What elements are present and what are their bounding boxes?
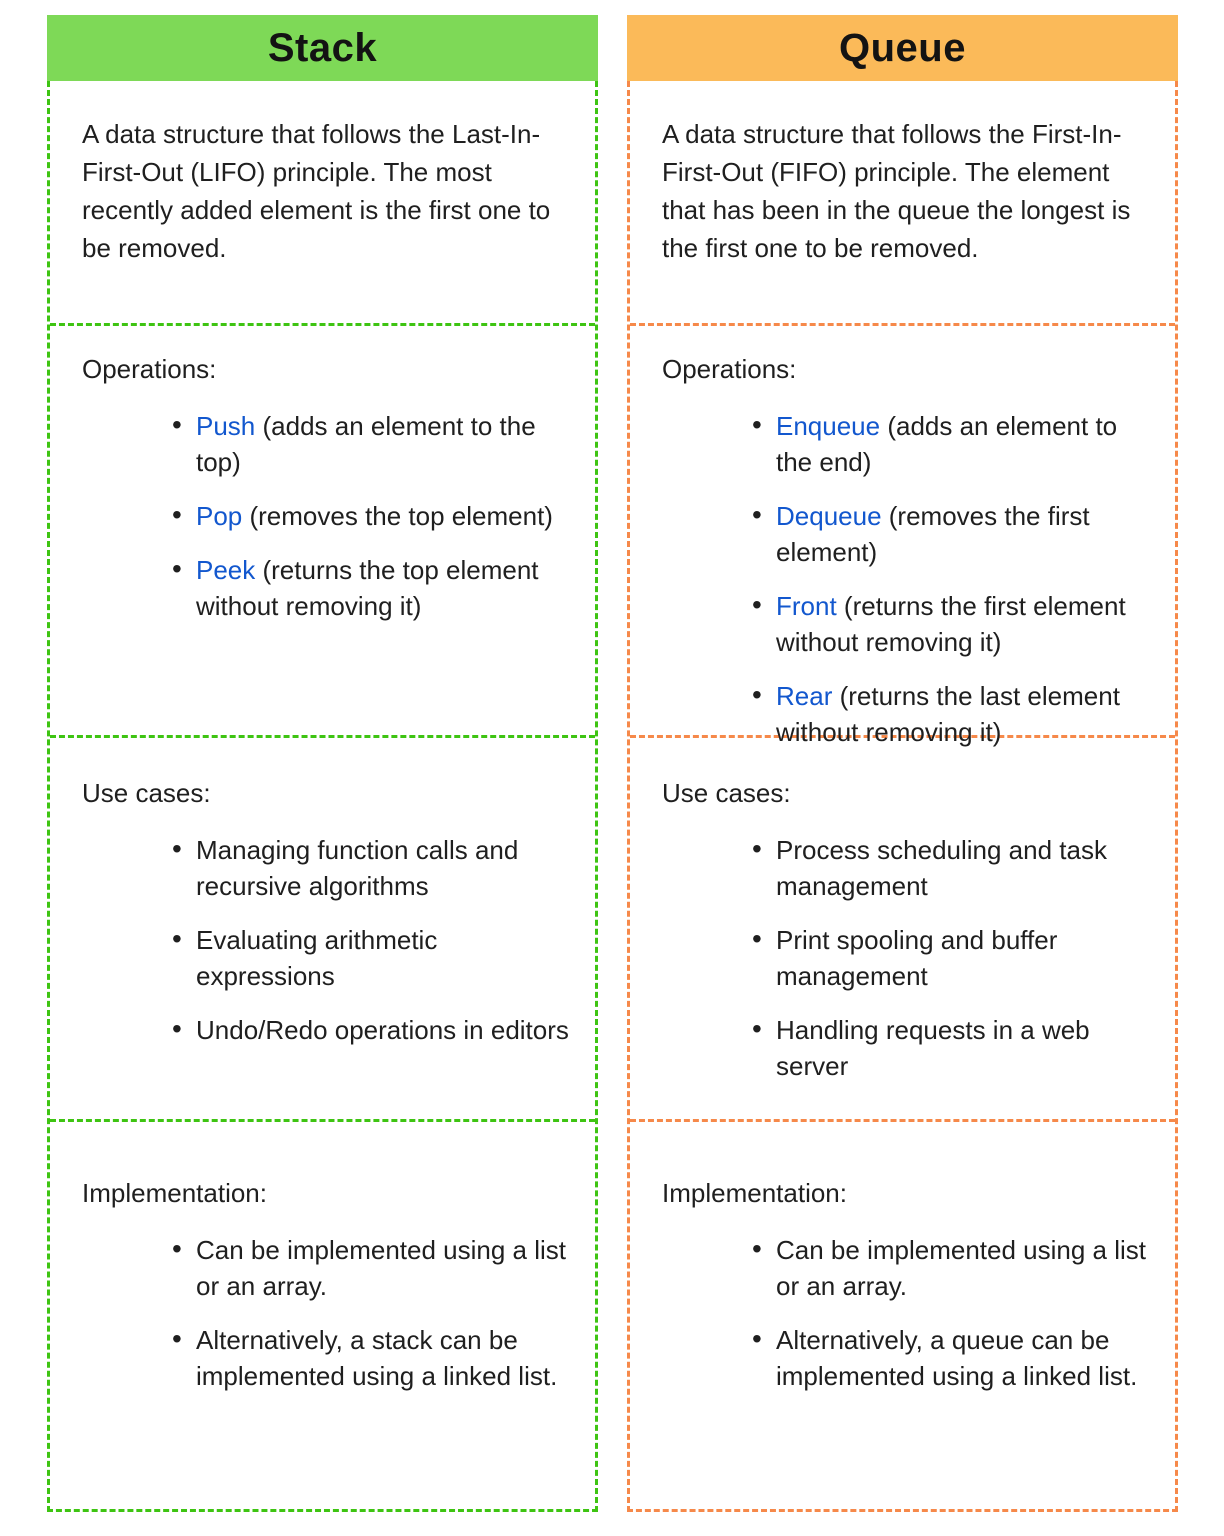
stack-header: [47, 15, 598, 81]
queue-operations-list: [662, 408, 1155, 750]
bullet-item: • Print spooling and buffer management: [750, 922, 1153, 994]
bullet-item: • Managing function calls and recursive algorithms: [170, 832, 573, 904]
stack-implementation-label: Implementation:: [82, 1178, 267, 1208]
bullet-item: • Dequeue (removes the first element): [750, 498, 1153, 570]
queue-title: Queue: [839, 25, 966, 70]
operation-keyword: Pop: [196, 501, 243, 531]
operation-keyword: Push: [196, 411, 256, 441]
stack-implementation-section: [50, 1119, 595, 1509]
stack-description: A data structure that follows the Last-In-First-Out (LIFO) principle. The most recently added element is the first one to be removed.: [82, 119, 551, 263]
stack-operations-label: Operations:: [82, 354, 217, 384]
operation-keyword: Rear: [776, 681, 833, 711]
stack-implementation-list: [82, 1232, 575, 1394]
queue-column: [627, 15, 1178, 1512]
queue-operations-label: Operations:: [662, 354, 797, 384]
bullet-item: • Rear (returns the last element without removing it): [750, 678, 1153, 750]
bullet-item: • Evaluating arithmetic expressions: [170, 922, 573, 994]
operation-keyword: Front: [776, 591, 837, 621]
queue-header: [627, 15, 1178, 81]
bullet-item: • Alternatively, a stack can be implemented using a linked list.: [170, 1322, 573, 1394]
stack-use-cases-list: [82, 832, 575, 1048]
queue-body: [627, 81, 1178, 1512]
bullet-item: • Can be implemented using a list or an array.: [170, 1232, 573, 1304]
bullet-item: • Push (adds an element to the top): [170, 408, 573, 480]
queue-use-cases-label: Use cases:: [662, 778, 791, 808]
operation-keyword: Dequeue: [776, 501, 882, 531]
bullet-item: • Enqueue (adds an element to the end): [750, 408, 1153, 480]
queue-implementation-label: Implementation:: [662, 1178, 847, 1208]
stack-body: [47, 81, 598, 1512]
queue-implementation-section: [630, 1119, 1175, 1509]
stack-title: Stack: [267, 25, 378, 70]
stack-description-section: [50, 81, 595, 323]
queue-operations-section: [630, 323, 1175, 747]
stack-column: [47, 15, 598, 1512]
bullet-item: • Undo/Redo operations in editors: [170, 1012, 573, 1048]
queue-description-section: [630, 81, 1175, 323]
queue-description: A data structure that follows the First-In-First-Out (FIFO) principle. The element that has been in the queue the longest is the first one to be removed.: [662, 119, 1131, 263]
stack-operations-section: [50, 323, 595, 735]
operation-keyword: Enqueue: [776, 411, 881, 441]
queue-implementation-list: [662, 1232, 1155, 1394]
bullet-item: • Alternatively, a queue can be implemented using a linked list.: [750, 1322, 1153, 1394]
stack-use-cases-label: Use cases:: [82, 778, 211, 808]
queue-use-cases-list: [662, 832, 1155, 1084]
bullet-item: • Front (returns the first element without removing it): [750, 588, 1153, 660]
queue-use-cases-section: [630, 735, 1175, 1119]
operation-keyword: Peek: [196, 555, 256, 585]
bullet-item: • Process scheduling and task management: [750, 832, 1153, 904]
bullet-item: • Handling requests in a web server: [750, 1012, 1153, 1084]
bullet-item: • Pop (removes the top element): [170, 498, 573, 534]
stack-operations-list: [82, 408, 575, 624]
stack-use-cases-section: [50, 735, 595, 1119]
bullet-item: • Peek (returns the top element without removing it): [170, 552, 573, 624]
bullet-item: • Can be implemented using a list or an array.: [750, 1232, 1153, 1304]
